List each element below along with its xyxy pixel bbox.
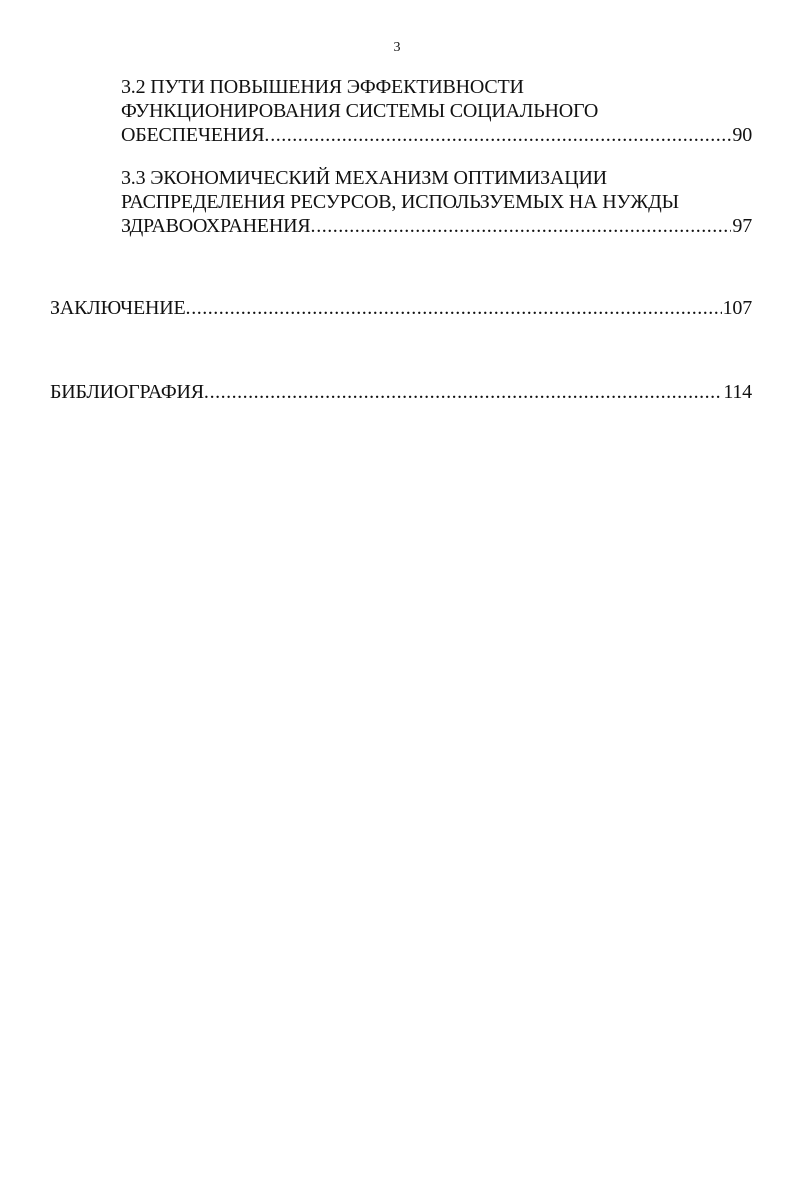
toc-entry-title-line: ФУНКЦИОНИРОВАНИЯ СИСТЕМЫ СОЦИАЛЬНОГО xyxy=(121,100,599,122)
toc-entry-title-line: 3.2 ПУТИ ПОВЫШЕНИЯ ЭФФЕКТИВНОСТИ xyxy=(121,76,524,98)
toc-page-number: 97 xyxy=(732,215,752,237)
toc-entry-title-line: ОБЕСПЕЧЕНИЯ. xyxy=(121,124,270,146)
toc-entry-final-line xyxy=(50,380,752,404)
toc-entry-title-line: РАСПРЕДЕЛЕНИЯ РЕСУРСОВ, ИСПОЛЬЗУЕМЫХ НА НУЖДЫ xyxy=(121,191,679,213)
toc-entry-section-3-2 xyxy=(121,75,752,147)
toc-page-number: 90 xyxy=(732,124,752,146)
toc-entry-final-line xyxy=(50,296,752,320)
toc-page-number: 114 xyxy=(723,381,752,403)
toc-entry-title-line: ЗДРАВООХРАНЕНИЯ. xyxy=(121,215,316,237)
toc-entry-bibliography xyxy=(50,380,752,404)
toc-entry-section-3-3 xyxy=(121,166,752,238)
page-number: 3 xyxy=(393,40,401,55)
dot-leader xyxy=(191,296,721,320)
toc-entry-title: БИБЛИОГРАФИЯ. xyxy=(50,381,209,403)
toc-entry-title-line: 3.3 ЭКОНОМИЧЕСКИЙ МЕХАНИЗМ ОПТИМИЗАЦИИ xyxy=(121,167,607,189)
toc-entry-conclusion xyxy=(50,296,752,320)
dot-leader xyxy=(316,214,731,238)
toc-entry-final-line xyxy=(121,123,752,147)
toc-page-number: 107 xyxy=(722,297,752,319)
toc-entry-title: ЗАКЛЮЧЕНИЕ. xyxy=(50,297,191,319)
dot-leader xyxy=(270,123,731,147)
toc-entry-final-line xyxy=(121,214,752,238)
dot-leader xyxy=(210,380,723,404)
